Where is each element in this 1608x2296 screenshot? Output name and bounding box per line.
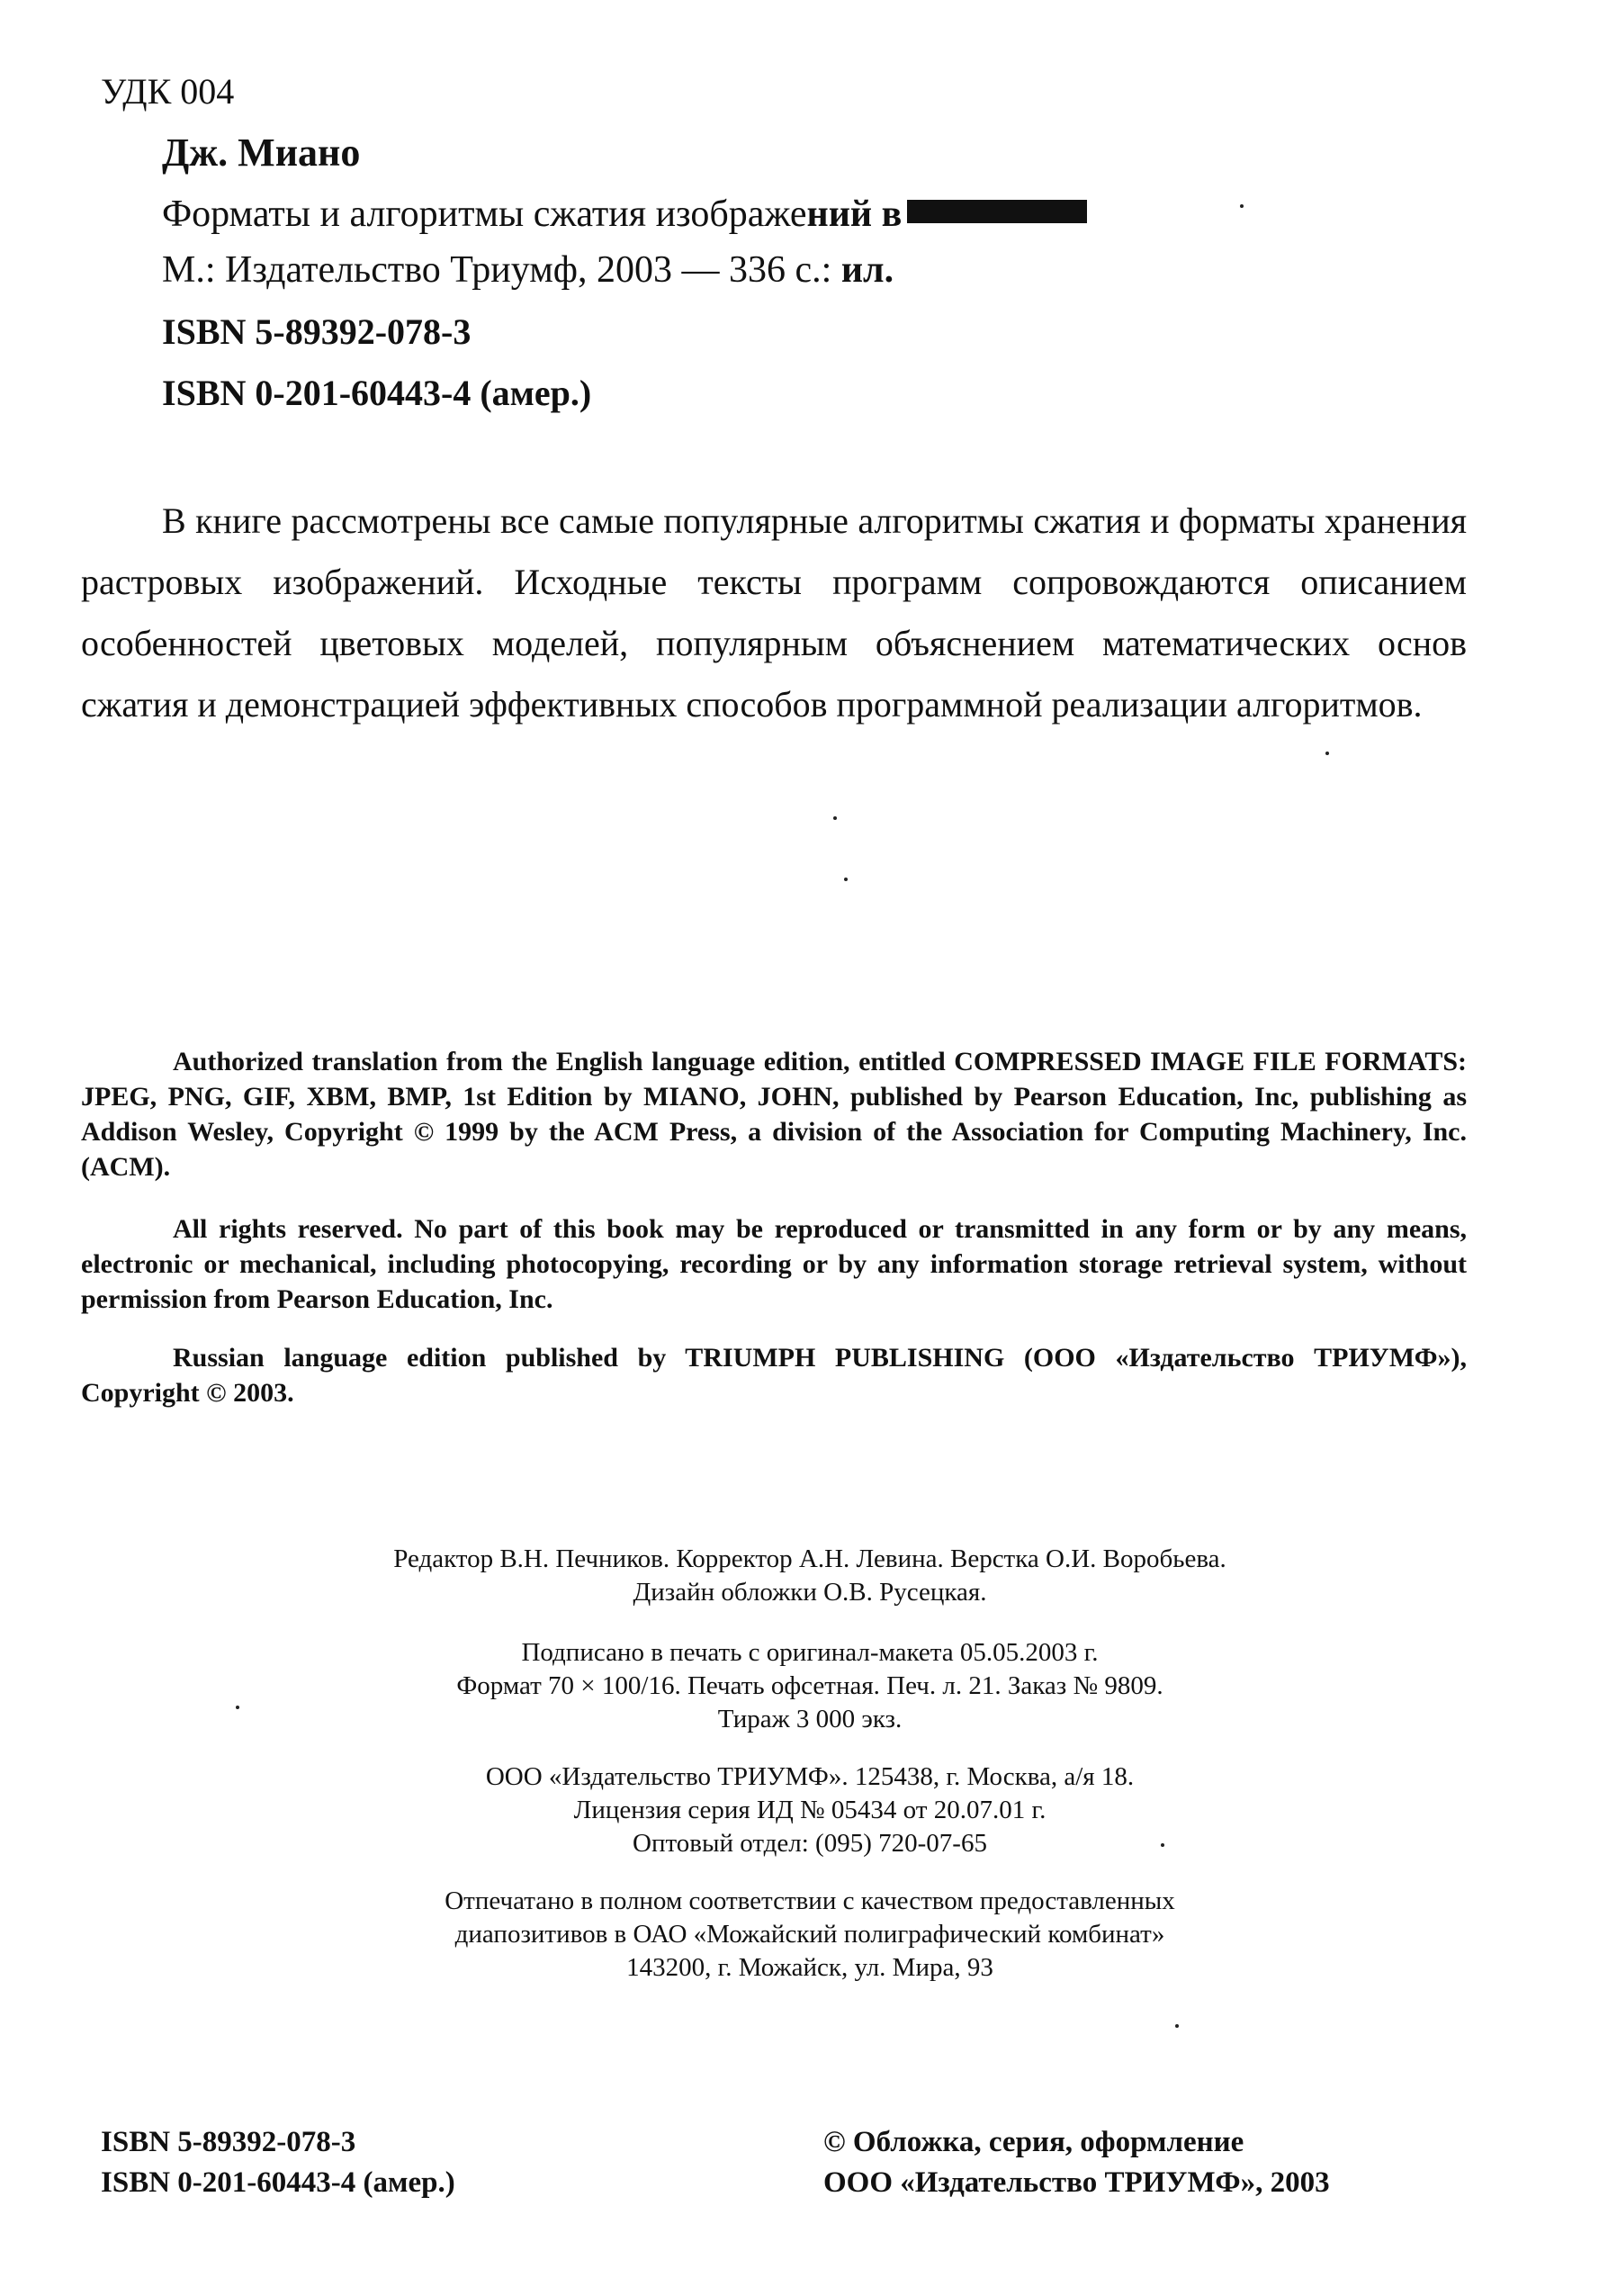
scan-speck	[236, 1706, 239, 1709]
footer-isbn-russian: ISBN 5-89392-078-3	[101, 2126, 356, 2158]
scan-speck	[1175, 2024, 1179, 2028]
scan-speck	[844, 878, 848, 881]
imprint-text: М.: Издательство Триумф, 2003 — 336 с.:	[162, 249, 841, 291]
print-info-block	[225, 1636, 1395, 1736]
scan-speck	[1161, 1843, 1164, 1847]
printer-info-line: 143200, г. Можайск, ул. Мира, 93	[626, 1953, 993, 1982]
title-text-bold: ний в	[806, 194, 903, 235]
rights-notice: All rights reserved. No part of this book may be reproduced or transmitted in any form or by any means, electronic or mechanical, including photocopying, recording or by any information storage retrieval system, without permission from Pearson Education, Inc.	[81, 1214, 1467, 1314]
printer-info-line: Отпечатано в полном соответствии с качеством предоставленных	[445, 1886, 1175, 1915]
isbn-russian: ISBN 5-89392-078-3	[162, 311, 472, 352]
footer-copyright-line: ООО «Издательство ТРИУМФ», 2003	[823, 2166, 1330, 2199]
udk-code: УДК 004	[101, 71, 235, 112]
print-info-line: Подписано в печать с оригинал-макета 05.05.2003 г.	[521, 1638, 1099, 1667]
publisher-info-line: Оптовый отдел: (095) 720-07-65	[633, 1829, 987, 1858]
footer-copyright-line: © Обложка, серия, оформление	[823, 2126, 1244, 2158]
annotation-paragraph: В книге рассмотрены все самые популярные алгоритмы сжатия и форматы хранения растровых изображений. Исходные тексты программ сопровождаются описанием особенностей цветовых моделей, популярным объяснением математических основ сжатия и демонстрацией эффективных способов программной реализации алгоритмов.	[81, 500, 1467, 725]
credits-line: Дизайн обложки О.В. Русецкая.	[633, 1578, 987, 1607]
imprint-illustrations: ил.	[840, 249, 894, 291]
publisher-info-line: ООО «Издательство ТРИУМФ». 125438, г. Москва, а/я 18.	[485, 1762, 1135, 1791]
printer-info-line: диапозитивов в ОАО «Можайский полиграфический комбинат»	[454, 1920, 1165, 1949]
credits-line: Редактор В.Н. Печников. Корректор А.Н. Левина. Верстка О.И. Воробьева.	[393, 1544, 1226, 1573]
title-text: Форматы и алгоритмы сжатия изображе	[162, 194, 807, 235]
isbn-american: ISBN 0-201-60443-4 (амер.)	[162, 373, 592, 413]
book-title	[162, 193, 1087, 236]
publisher-info-block	[225, 1760, 1395, 1860]
translation-notice: Authorized translation from the English language edition, entitled COMPRESSED IMAGE FILE FORMATS: JPEG, PNG, GIF, XBM, BMP, 1st Edition by MIANO, JOHN, published by Pearson Education, Inc, publishing as Addison Wesley, Copyright © 1999 by the ACM Press, a division of the Association for Computing Machinery, Inc. (ACM).	[81, 1047, 1467, 1182]
footer-isbn-american: ISBN 0-201-60443-4 (амер.)	[101, 2166, 455, 2199]
scan-speck	[1325, 752, 1329, 755]
print-info-line: Тираж 3 000 экз.	[717, 1705, 903, 1733]
credits-block	[225, 1543, 1395, 1609]
print-info-line: Формат 70 × 100/16. Печать офсетная. Печ. л. 21. Заказ № 9809.	[456, 1671, 1163, 1700]
footer-copyright-block	[823, 2122, 1330, 2203]
redacted-text-mark	[907, 200, 1087, 223]
russian-edition-notice: Russian language edition published by TRIUMPH PUBLISHING (ООО «Издательство ТРИУМФ»), Copyright © 2003.	[81, 1343, 1467, 1408]
scan-speck	[833, 816, 837, 820]
footer-isbn-block	[101, 2122, 455, 2203]
publisher-info-line: Лицензия серия ИД № 05434 от 20.07.01 г.	[573, 1796, 1047, 1824]
scan-speck	[1240, 204, 1244, 208]
imprint-line	[162, 248, 894, 292]
author-name: Дж. Миано	[162, 131, 361, 175]
printer-info-block	[225, 1885, 1395, 1985]
